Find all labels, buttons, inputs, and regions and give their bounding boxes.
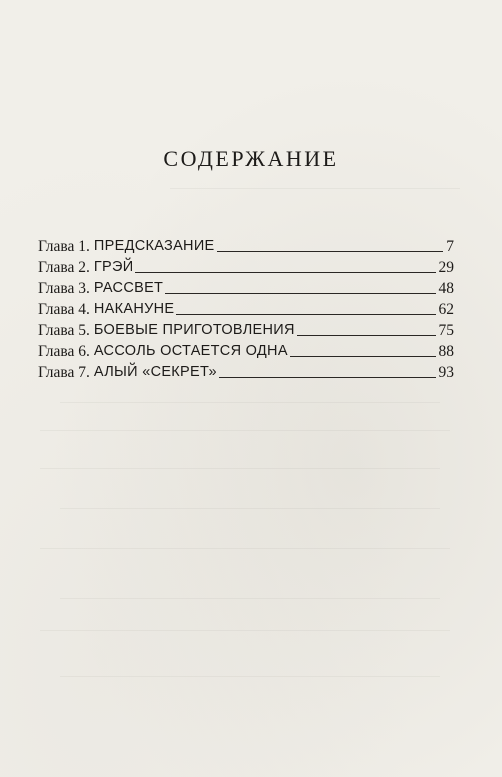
bleed-through-line [60,402,440,403]
toc-chapter-number: Глава 1. [38,238,90,255]
toc-page-number: 75 [438,322,454,339]
toc-page-number: 7 [446,238,454,255]
toc-chapter-title: ГРЭЙ [93,259,134,275]
bleed-through-line [40,630,450,631]
toc-page-number: 93 [438,364,454,381]
bleed-through-line [60,508,440,509]
toc-chapter-number: Глава 2. [38,259,90,276]
toc-chapter-title: БОЕВЫЕ ПРИГОТОВЛЕНИЯ [93,322,295,338]
toc-entry[interactable] [38,341,454,362]
toc-chapter-title: НАКАНУНЕ [93,301,175,317]
toc-chapter-title: АССОЛЬ ОСТАЕТСЯ ОДНА [93,343,288,359]
bleed-through-line [60,676,440,677]
toc-chapter-number: Глава 3. [38,280,90,297]
toc-leader-line [219,375,436,378]
toc-leader-line [135,270,435,273]
toc-chapter-number: Глава 5. [38,322,90,339]
bleed-through-line [40,468,440,469]
toc-page-number: 48 [438,280,454,297]
toc-page-number: 29 [438,259,454,276]
toc-page-number: 88 [438,343,454,360]
contents-heading: СОДЕРЖАНИЕ [163,146,339,171]
bleed-through-line [170,188,460,189]
table-of-contents [38,236,454,383]
toc-entry[interactable] [38,362,454,383]
toc-entry[interactable] [38,320,454,341]
toc-leader-line [165,291,435,294]
toc-chapter-title: РАССВЕТ [93,280,164,296]
toc-chapter-number: Глава 7. [38,364,90,381]
toc-leader-line [297,333,436,336]
toc-chapter-number: Глава 6. [38,343,90,360]
toc-leader-line [290,354,436,357]
toc-chapter-number: Глава 4. [38,301,90,318]
bleed-through-line [40,430,450,431]
toc-entry[interactable] [38,278,454,299]
toc-entry[interactable] [38,257,454,278]
toc-entry[interactable] [38,299,454,320]
toc-leader-line [217,249,444,252]
bleed-through-line [40,548,450,549]
toc-entry[interactable] [38,236,454,257]
toc-page-number: 62 [438,301,454,318]
toc-leader-line [176,312,435,315]
toc-chapter-title: ПРЕДСКАЗАНИЕ [93,238,215,254]
toc-chapter-title: АЛЫЙ «СЕКРЕТ» [93,364,217,380]
bleed-through-line [60,598,440,599]
